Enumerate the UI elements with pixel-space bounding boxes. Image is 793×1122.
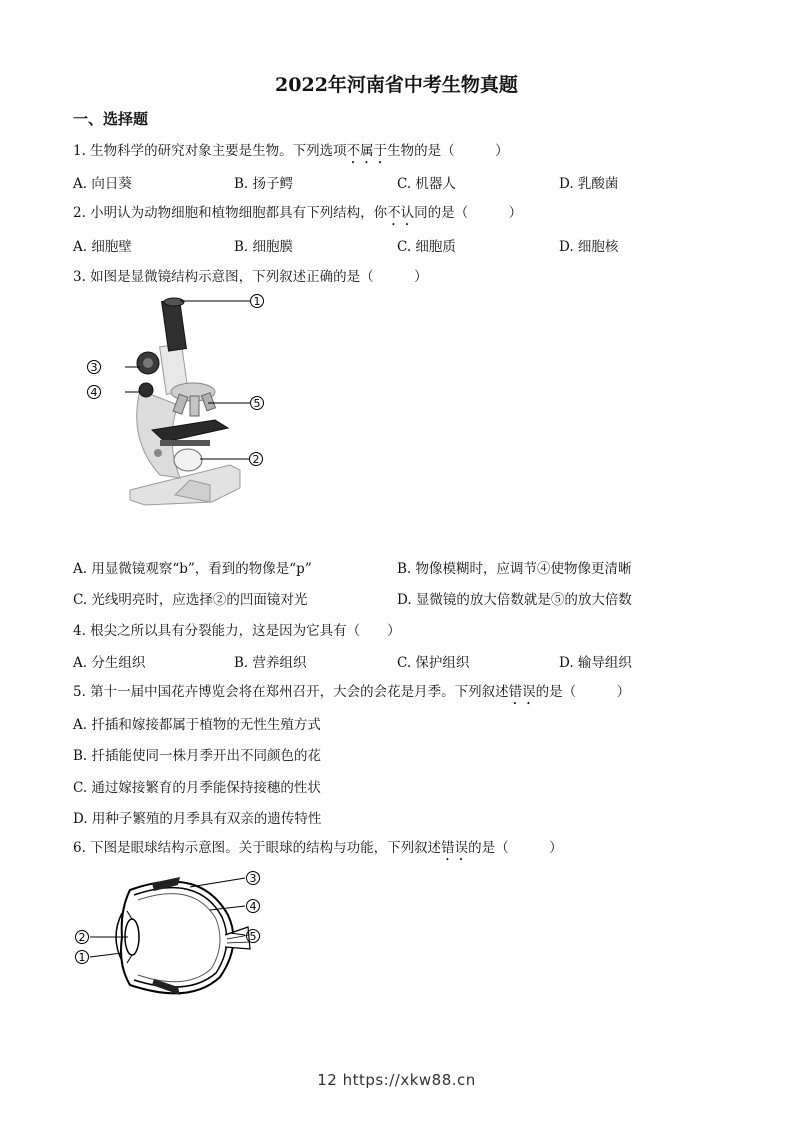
question-2-stem: 2. 小明认为动物细胞和植物细胞都具有下列结构，你不认同的是（ ） <box>73 205 523 221</box>
q2-option-a: A. 细胞壁 <box>73 239 132 255</box>
q1-option-c: C. 机器人 <box>397 176 456 192</box>
q3-option-d: D. 显微镜的放大倍数就是⑤的放大倍数 <box>397 592 632 608</box>
q1-option-d: D. 乳酸菌 <box>559 176 619 192</box>
eye-label-3: 3 <box>249 872 257 885</box>
question-4-stem: 4. 根尖之所以具有分裂能力，这是因为它具有（ ） <box>73 623 401 639</box>
q3-option-a: A. 用显微镜观察“b”，看到的物像是“p” <box>73 561 312 577</box>
page-footer: 12 https://xkw88.cn <box>317 1071 476 1089</box>
eye-figure <box>70 865 270 1005</box>
microscope-figure <box>80 290 280 520</box>
q5-option-a: A. 扦插和嫁接都属于植物的无性生殖方式 <box>73 717 321 733</box>
q2-option-d: D. 细胞核 <box>559 239 619 255</box>
eye-label-1: 1 <box>78 951 86 964</box>
q4-option-a: A. 分生组织 <box>73 655 146 671</box>
q5-option-b: B. 扦插能使同一株月季开出不同颜色的花 <box>73 748 322 764</box>
q4-option-c: C. 保护组织 <box>397 655 470 671</box>
section-heading: 一、选择题 <box>73 110 149 128</box>
question-1-stem: 1. 生物科学的研究对象主要是生物。下列选项不属于生物的是（ ） <box>73 143 509 159</box>
q1-option-a: A. 向日葵 <box>73 176 132 192</box>
eye-label-5: 5 <box>249 930 257 943</box>
q3-option-b: B. 物像模糊时，应调节④使物像更清晰 <box>397 561 632 577</box>
q5-option-d: D. 用种子繁殖的月季具有双亲的遗传特性 <box>73 811 322 827</box>
q2-option-b: B. 细胞膜 <box>234 239 294 255</box>
q2-option-c: C. 细胞质 <box>397 239 456 255</box>
q3-option-c: C. 光线明亮时，应选择②的凹面镜对光 <box>73 592 308 608</box>
label-2: 2 <box>252 453 260 466</box>
q4-option-b: B. 营养组织 <box>234 655 307 671</box>
eye-label-2: 2 <box>78 931 86 944</box>
eye-label-4: 4 <box>249 900 257 913</box>
question-3-stem: 3. 如图是显微镜结构示意图，下列叙述正确的是（ ） <box>73 269 428 285</box>
q5-option-c: C. 通过嫁接繁育的月季能保持接穗的性状 <box>73 780 321 796</box>
label-5: 5 <box>253 397 261 410</box>
question-5-stem: 5. 第十一届中国花卉博览会将在郑州召开，大会的会花是月季。下列叙述错误的是（ ） <box>73 684 631 700</box>
question-6-stem: 6. 下图是眼球结构示意图。关于眼球的结构与功能，下列叙述错误的是（ ） <box>73 840 563 856</box>
label-3: 3 <box>90 361 98 374</box>
q4-option-d: D. 输导组织 <box>559 655 632 671</box>
q1-option-b: B. 扬子鳄 <box>234 176 294 192</box>
page-title: 2022年河南省中考生物真题 <box>275 74 518 96</box>
label-1: 1 <box>253 295 261 308</box>
label-4: 4 <box>90 386 98 399</box>
